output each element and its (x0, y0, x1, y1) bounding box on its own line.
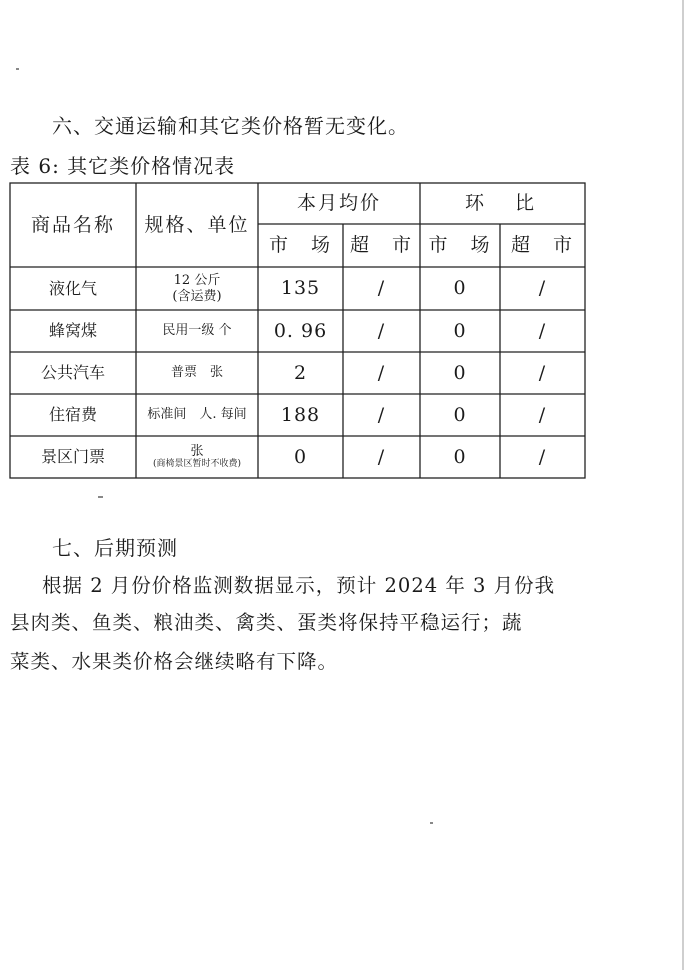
header-mom-market: 市 场 (428, 234, 492, 257)
table-row-price-market: 0 (293, 445, 308, 468)
table-row-mom-market: 0 (453, 403, 467, 426)
table-row-spec: 民用一级 个 (162, 323, 232, 339)
paragraph-line: 县肉类、鱼类、粮油类、禽类、蛋类将保持平稳运行；蔬 (10, 611, 523, 634)
header-price-market: 市 场 (268, 234, 332, 257)
page-edge (682, 0, 684, 970)
table-row-spec: 标准间 人. 每间 (147, 407, 247, 423)
paragraph-line: 根据 2 月份价格监测数据显示，预计 2024 年 3 月份我 (42, 574, 556, 597)
table-row-mom-super: / (538, 319, 547, 342)
scan-speck (430, 822, 433, 824)
table-row-mom-market: 0 (453, 445, 467, 468)
table-row-mom-market: 0 (453, 361, 467, 384)
table-row-mom-super: / (538, 403, 547, 426)
header-name: 商品名称 (30, 213, 115, 236)
table-row-mom-market: 0 (453, 319, 467, 342)
table-row-price-market: 2 (293, 361, 308, 384)
table-row-name: 液化气 (48, 278, 97, 298)
table-row-price-market: 0. 96 (273, 319, 328, 342)
spec-line1: 张 (190, 443, 204, 459)
table-row-mom-super: / (538, 445, 547, 468)
table-row-spec: 普票 张 (170, 365, 223, 381)
table-row-mom-super: / (538, 277, 547, 300)
spec-line2: (含运费) (172, 288, 222, 304)
section7-heading: 七、后期预测 (52, 536, 178, 560)
table-row-name: 住宿费 (48, 405, 97, 425)
table-row-price-super: / (377, 319, 386, 342)
table-row-price-super: / (377, 403, 386, 426)
table-row-price-market: 188 (280, 403, 321, 426)
table-row-name: 蜂窝煤 (48, 321, 97, 341)
scan-speck (98, 496, 103, 498)
table-row-name: 公共汽车 (40, 363, 105, 383)
table-row-spec (136, 267, 258, 310)
table-row-name: 景区门票 (40, 447, 105, 467)
header-spec: 规格、单位 (144, 213, 250, 236)
paragraph-line: 菜类、水果类价格会继续略有下降。 (10, 650, 339, 673)
scan-speck (16, 68, 19, 70)
table-row-price-super: / (377, 445, 386, 468)
table-row-price-market: 135 (280, 277, 321, 300)
header-this-month: 本月均价 (296, 192, 381, 215)
table-row-price-super: / (377, 361, 386, 384)
header-mom: 环 比 (464, 192, 540, 215)
spec-line2: (商椅景区暂时不收费) (152, 459, 242, 470)
spec-line1: 12 公斤 (173, 272, 221, 288)
table-row-price-super: / (377, 277, 386, 300)
table-row-spec (136, 436, 258, 478)
table-caption: 表 6: 其它类价格情况表 (10, 154, 236, 178)
table-row-mom-market: 0 (453, 277, 467, 300)
section6-heading: 六、交通运输和其它类价格暂无变化。 (52, 114, 409, 138)
header-mom-super: 超 市 (510, 234, 574, 257)
table-row-mom-super: / (538, 361, 547, 384)
header-price-super: 超 市 (349, 234, 413, 257)
